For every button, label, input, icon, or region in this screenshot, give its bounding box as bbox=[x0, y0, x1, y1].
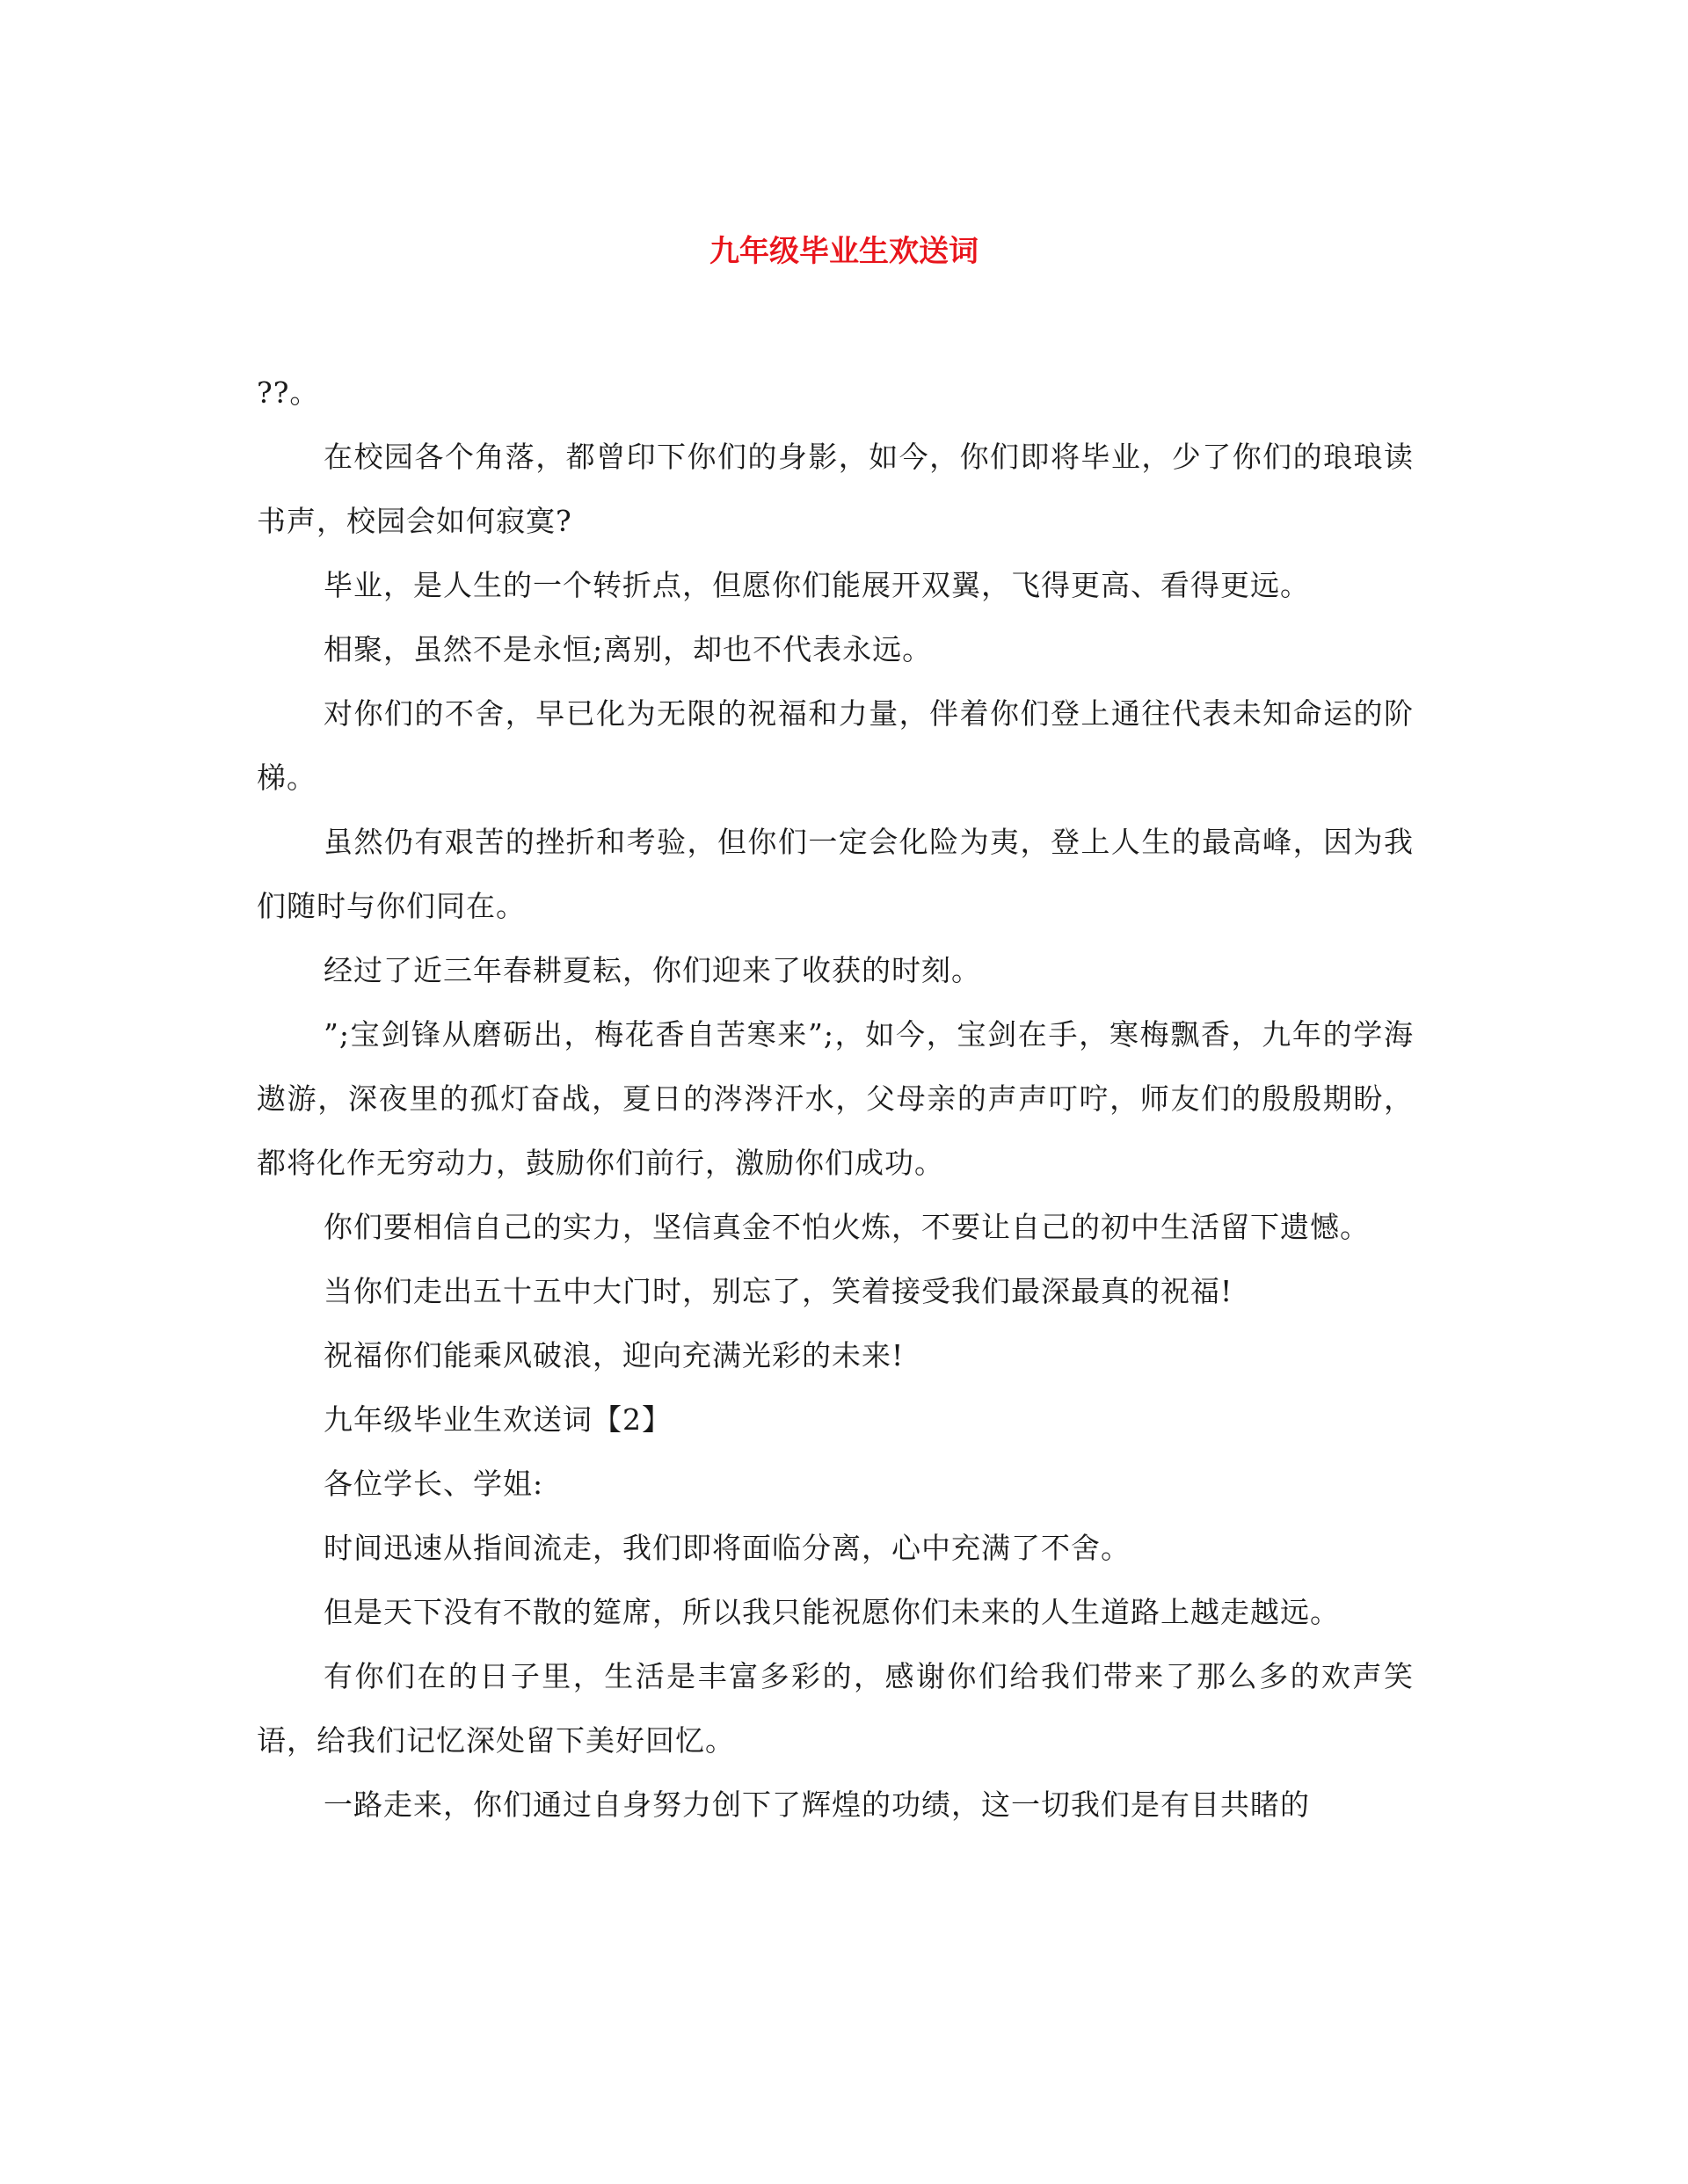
paragraph: 一路走来，你们通过自身努力创下了辉煌的功绩，这一切我们是有目共睹的 bbox=[324, 1787, 1310, 1822]
paragraph: 祝福你们能乘风破浪，迎向充满光彩的未来! bbox=[324, 1338, 905, 1372]
paragraph: 有你们在的日子里，生活是丰富多彩的，感谢你们给我们带来了那么多的欢声笑语，给我们记忆深处留下美好回忆。 bbox=[257, 1659, 1414, 1758]
paragraph: 虽然仍有艰苦的挫折和考验，但你们一定会化险为夷，登上人生的最高峰，因为我们随时与你们同在。 bbox=[257, 825, 1414, 923]
document-body bbox=[257, 360, 1414, 1837]
paragraph: 当你们走出五十五中大门时，别忘了，笑着接受我们最深最真的祝福! bbox=[324, 1274, 1233, 1308]
paragraph: 相聚，虽然不是永恒;离别，却也不代表永远。 bbox=[324, 632, 933, 666]
paragraph: 时间迅速从指间流走，我们即将面临分离，心中充满了不舍。 bbox=[324, 1531, 1131, 1565]
document-title: 九年级毕业生欢送词 bbox=[709, 234, 979, 269]
section-heading-2: 九年级毕业生欢送词【2】 bbox=[324, 1402, 672, 1437]
paragraph: 经过了近三年春耕夏耘，你们迎来了收获的时刻。 bbox=[324, 953, 981, 987]
paragraph: ”;宝剑锋从磨砺出，梅花香自苦寒来”;，如今，宝剑在手，寒梅飘香，九年的学海遨游，深夜里的孤灯奋战，夏日的涔涔汗水，父母亲的声声叮咛，师友们的殷殷期盼，都将化作无穷动力，鼓励你们前行，激励你们成功。 bbox=[257, 1017, 1414, 1180]
paragraph: 对你们的不舍，早已化为无限的祝福和力量，伴着你们登上通往代表未知命运的阶梯。 bbox=[257, 696, 1414, 795]
paragraph: 毕业，是人生的一个转折点，但愿你们能展开双翼，飞得更高、看得更远。 bbox=[324, 568, 1310, 602]
paragraph: 在校园各个角落，都曾印下你们的身影，如今，你们即将毕业，少了你们的琅琅读书声，校园会如何寂寞? bbox=[257, 440, 1414, 538]
paragraph-opening: ??。 bbox=[257, 375, 320, 410]
paragraph: 你们要相信自己的实力，坚信真金不怕火炼，不要让自己的初中生活留下遗憾。 bbox=[324, 1210, 1370, 1244]
paragraph: 但是天下没有不散的筵席，所以我只能祝愿你们未来的人生道路上越走越远。 bbox=[324, 1595, 1340, 1629]
salutation: 各位学长、学姐: bbox=[324, 1467, 544, 1501]
